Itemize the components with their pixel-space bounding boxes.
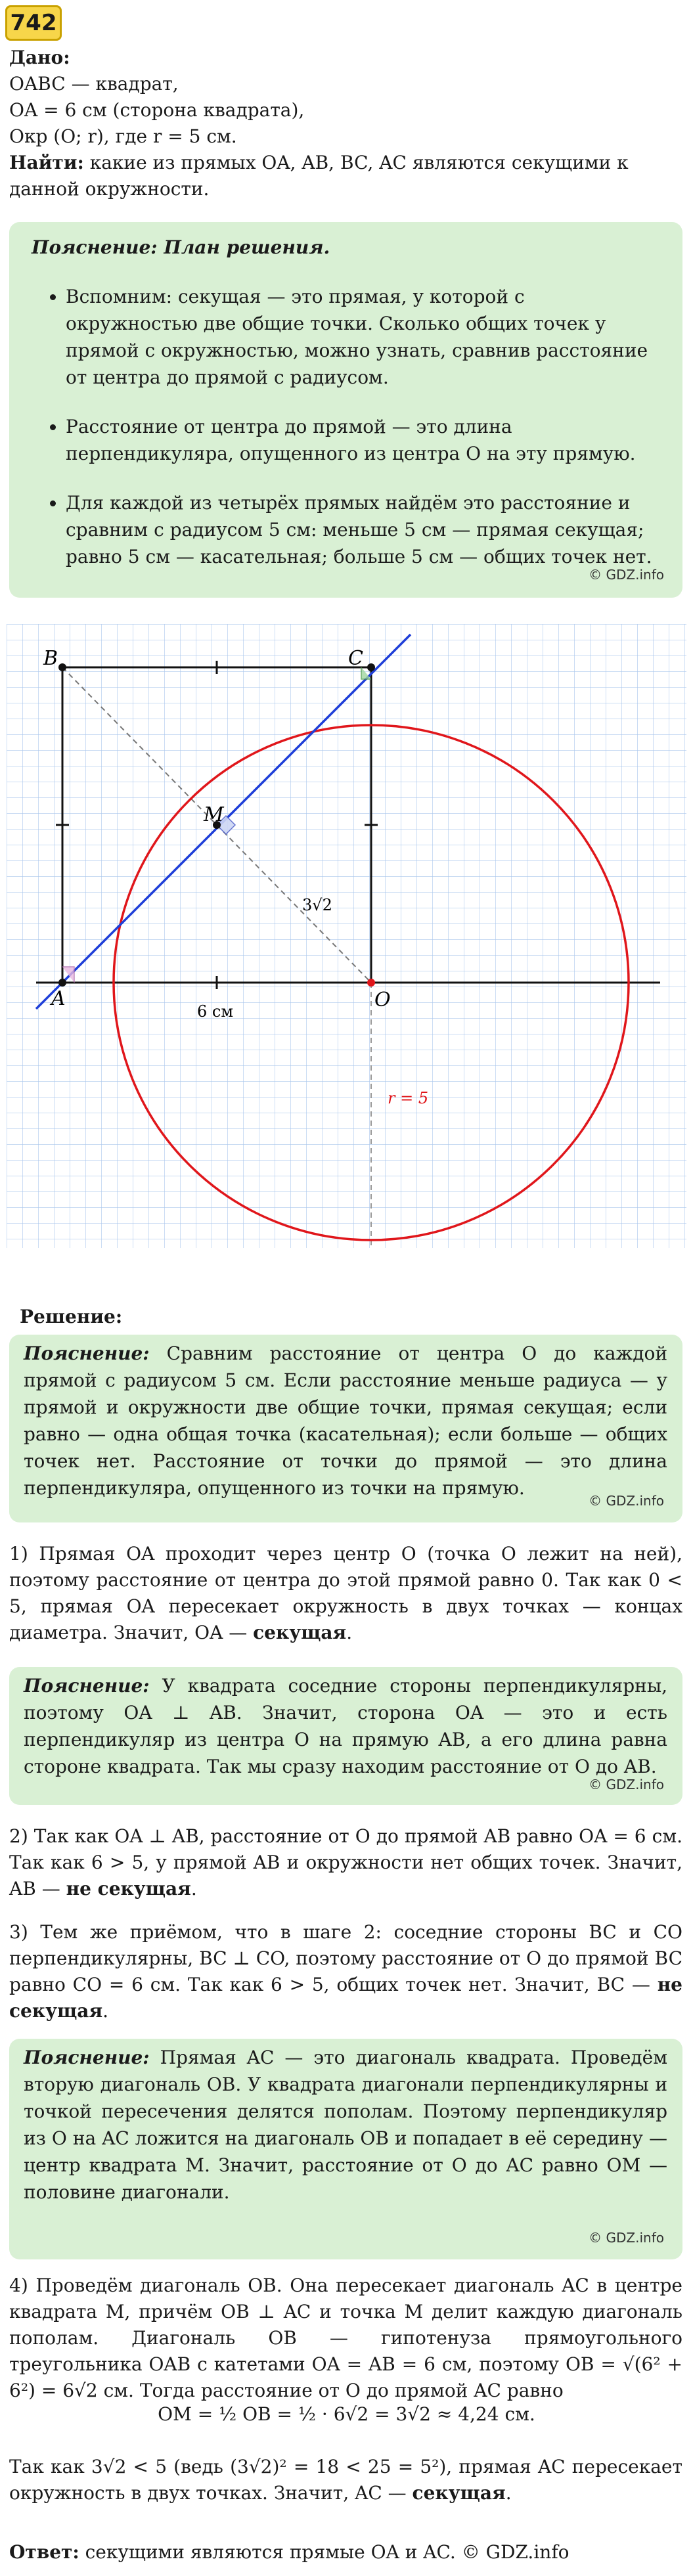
plan-item-1: • Вспомним: секущая — это прямая, у которой с окружностью две общие точки. Сколько общих точек у прямой с окружностью, можно узнать, сравнив расстояние от центра до прямой с радиусом. xyxy=(66,283,662,391)
step3-text: 3) Тем же приёмом, что в шаге 2: соседние стороны BC и CO перпендикулярны, BC ⊥ CO, поэтому расстояние от O до прямой BC равно CO = 6 см. Так как 6 > 5, общих точек нет. Значит, BC — xyxy=(9,1921,682,1995)
step2-verdict: не секущая xyxy=(66,1878,191,1899)
step2-text: 2) Так как OA ⊥ AB, расстояние от O до прямой AB равно OA = 6 см. Так как 6 > 5, у прямой AB и окружности нет общих точек. Значит, AB — xyxy=(9,1825,682,1899)
box2-text: У квадрата соседние стороны перпендикулярны, поэтому OA ⊥ AB. Значит, сторона OA — это и есть перпендикуляр из центра O на прямую AB, а его длина равна стороне квадрата. Так мы сразу находим расстояние от O до AB. xyxy=(24,1675,668,1777)
plan-item-3: • Для каждой из четырёх прямых найдём это расстояние и сравним с радиусом 5 см: меньше 5 см — прямая секущая; равно 5 см — касательная; больше 5 см — общих точек нет. xyxy=(66,489,662,570)
explanation-box-1 xyxy=(9,1335,682,1522)
step1-text: 1) Прямая OA проходит через центр O (точка O лежит на ней), поэтому расстояние от центра до этой прямой равно 0. Так как 0 < 5, прямая OA пересекает окружность в двух точках — концах диаметра. Значит, OA — xyxy=(9,1543,682,1643)
step1-verdict: секущая xyxy=(253,1622,347,1643)
step-4 xyxy=(9,2273,682,2404)
explanation-box-2 xyxy=(9,1667,682,1805)
geometry-figure xyxy=(7,624,686,1248)
point-b xyxy=(58,663,66,671)
box3-copyright: © GDZ.info xyxy=(589,2230,664,2246)
step1-end: . xyxy=(346,1622,353,1643)
plan-copyright: © GDZ.info xyxy=(589,567,664,583)
label-o: O xyxy=(374,988,391,1011)
step2-end: . xyxy=(190,1878,197,1899)
box1-title: Пояснение: xyxy=(24,1343,150,1364)
given-line-1: OABC — квадрат, xyxy=(9,73,179,95)
plan-title: Пояснение: План решения. xyxy=(32,236,330,258)
box1-text: Сравним расстояние от центра O до каждой прямой с радиусом 5 см. Если расстояние меньше радиуса — у прямой и окружности две общие точки, прямая секущая; если равно — одна общая точка (касательная); если больше — общих точек нет. Расстояние от точки до прямой — это длина перпендикуляра, опущенного из точки на прямую. xyxy=(24,1343,668,1499)
step-3 xyxy=(9,1919,682,2024)
point-o xyxy=(367,979,375,987)
answer xyxy=(9,2539,682,2565)
find-label: Найти: xyxy=(9,152,84,173)
step4-formula: OM = ½ OB = ½ · 6√2 = 3√2 ≈ 4,24 см. xyxy=(158,2403,535,2425)
label-b: B xyxy=(43,647,58,670)
plan-list xyxy=(32,283,662,570)
given-line-3: Окр (O; r), где r = 5 см. xyxy=(9,125,237,147)
answer-label: Ответ: xyxy=(9,2541,79,2563)
plan-box xyxy=(9,222,682,598)
step4-after: Так как 3√2 < 5 (ведь (3√2)² = 18 < 25 = 5²), прямая AC пересекает окружность в двух точках. Значит, AC — xyxy=(9,2456,682,2504)
step4-text: 4) Проведём диагональ OB. Она пересекает диагональ AC в центре квадрата M, причём OB ⊥ AC и точка M делит каждую диагональ пополам. Диагональ OB — гипотенуза прямоугольного треугольника OAB с катетами OA = AB = 6 см, поэтому OB = √(6² + 6²) = 6√2 см. Тогда расстояние от O до прямой AC равно xyxy=(9,2275,682,2401)
step-2 xyxy=(9,1823,682,1902)
box3-text: Прямая AC — это диагональ квадрата. Проведём вторую диагональ OB. У квадрата диагонали перпендикулярны и точкой пересечения делятся пополам. Поэтому перпендикуляр из O на AC ложится на диагональ OB и попадает в её середину — центр квадрата M. Значит, расстояние от O до AC равно OM — половине диагонали. xyxy=(24,2047,668,2203)
label-m: M xyxy=(204,803,224,826)
step3-verdict: не секущая xyxy=(9,1974,682,2022)
answer-copyright: © GDZ.info xyxy=(461,2541,570,2563)
box2-copyright: © GDZ.info xyxy=(589,1777,664,1792)
figure-svg xyxy=(7,624,686,1248)
answer-text: секущими являются прямые OA и AC. xyxy=(85,2541,456,2563)
problem-number-badge: 742 xyxy=(5,5,62,41)
label-a: A xyxy=(51,987,66,1010)
box3-title: Пояснение: xyxy=(24,2047,150,2068)
label-radius: r = 5 xyxy=(388,1089,429,1107)
point-a xyxy=(58,979,66,987)
given-heading: Дано: xyxy=(9,47,70,68)
solution-heading: Решение: xyxy=(20,1306,123,1327)
label-diag: 3√2 xyxy=(302,896,332,914)
step-4-conclusion xyxy=(9,2454,682,2506)
explanation-box-3 xyxy=(9,2039,682,2259)
given-section xyxy=(9,45,686,202)
label-c: C xyxy=(348,647,363,670)
step4-verdict: секущая xyxy=(412,2482,506,2504)
box2-title: Пояснение: xyxy=(24,1675,150,1697)
given-line-2: OA = 6 см (сторона квадрата), xyxy=(9,99,305,121)
plan-item-2: • Расстояние от центра до прямой — это длина перпендикуляра, опущенного из центра O на эту прямую. xyxy=(66,413,662,467)
box1-copyright: © GDZ.info xyxy=(589,1493,664,1509)
label-side: 6 см xyxy=(197,1002,234,1021)
point-c xyxy=(367,663,375,671)
find-text: какие из прямых OA, AB, BC, AC являются секущими к данной окружности. xyxy=(9,152,629,200)
step3-end: . xyxy=(102,2000,109,2022)
step-1 xyxy=(9,1541,682,1646)
step4-end: . xyxy=(505,2482,512,2504)
